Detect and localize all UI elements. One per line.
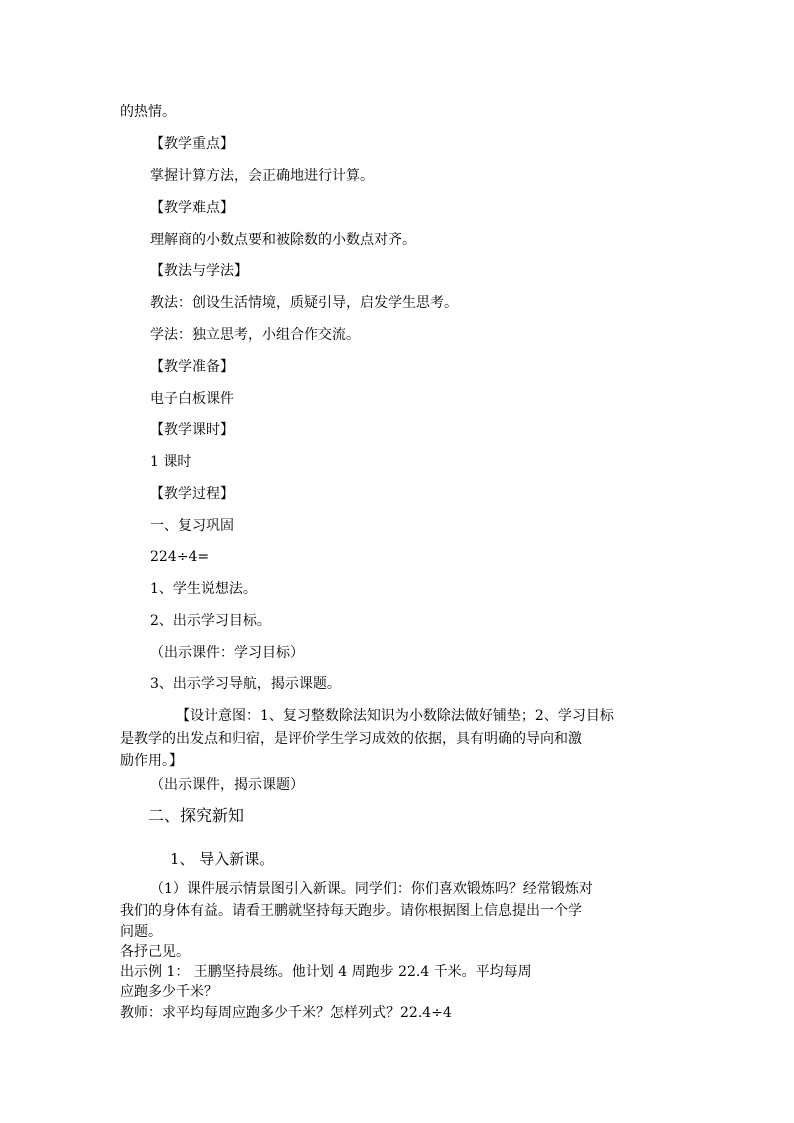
text-line: 应跑多少千米？ <box>120 984 218 1000</box>
text-line: 教师：求平均每周应跑多少千米？怎样列式？22.4÷4 <box>120 1005 452 1021</box>
text-line: 1、 导入新课。 <box>170 850 275 868</box>
section-heading: 【教学课时】 <box>150 422 234 438</box>
section-heading: 【教法与学法】 <box>150 263 248 279</box>
text-line: 【设计意图：1、复习整数除法知识为小数除法做好铺垫；2、学习目标 <box>176 708 614 724</box>
text-line: 3、出示学习导航，揭示课题。 <box>150 676 341 692</box>
section-heading: 二、探究新知 <box>148 806 245 825</box>
text-line: 掌握计算方法，会正确地进行计算。 <box>150 168 374 184</box>
text-line: 224÷4= <box>150 549 210 565</box>
text-line: 各抒己见。 <box>120 944 190 960</box>
text-line: 出示例 1： 王鹏坚持晨练。他计划 4 周跑步 22.4 千米。平均每周 <box>120 964 532 980</box>
section-heading: 【教学重点】 <box>150 136 234 152</box>
text-line: 1、学生说想法。 <box>150 581 257 597</box>
text-line: 问题。 <box>120 924 162 940</box>
text-line: （出示课件，揭示课题） <box>150 777 304 793</box>
text-line: 励作用。】 <box>120 753 183 769</box>
text-line: 电子白板课件 <box>150 391 234 407</box>
text-line: 教法：创设生活情境，质疑引导，启发学生思考。 <box>150 295 458 311</box>
text-line: 1 课时 <box>150 454 192 470</box>
section-heading: 【教学准备】 <box>150 359 234 375</box>
text-line: （1）课件展示情景图引入新课。同学们：你们喜欢锻炼吗？经常锻炼对 <box>150 881 593 897</box>
section-heading: 【教学过程】 <box>150 486 234 502</box>
text-line: 我们的身体有益。请看王鹏就坚持每天跑步。请你根据图上信息提出一个学 <box>120 903 582 919</box>
section-heading: 【教学难点】 <box>150 200 234 216</box>
text-line: 一、复习巩固 <box>150 518 234 534</box>
text-line: 是教学的出发点和归宿，是评价学生学习成效的依据，具有明确的导向和激 <box>120 731 582 747</box>
text-line: （出示课件：学习目标） <box>150 645 304 661</box>
text-line: 学法：独立思考，小组合作交流。 <box>150 327 360 343</box>
text-line: 2、出示学习目标。 <box>150 613 271 629</box>
text-line: 的热情。 <box>120 104 176 120</box>
text-line: 理解商的小数点要和被除数的小数点对齐。 <box>150 232 416 248</box>
